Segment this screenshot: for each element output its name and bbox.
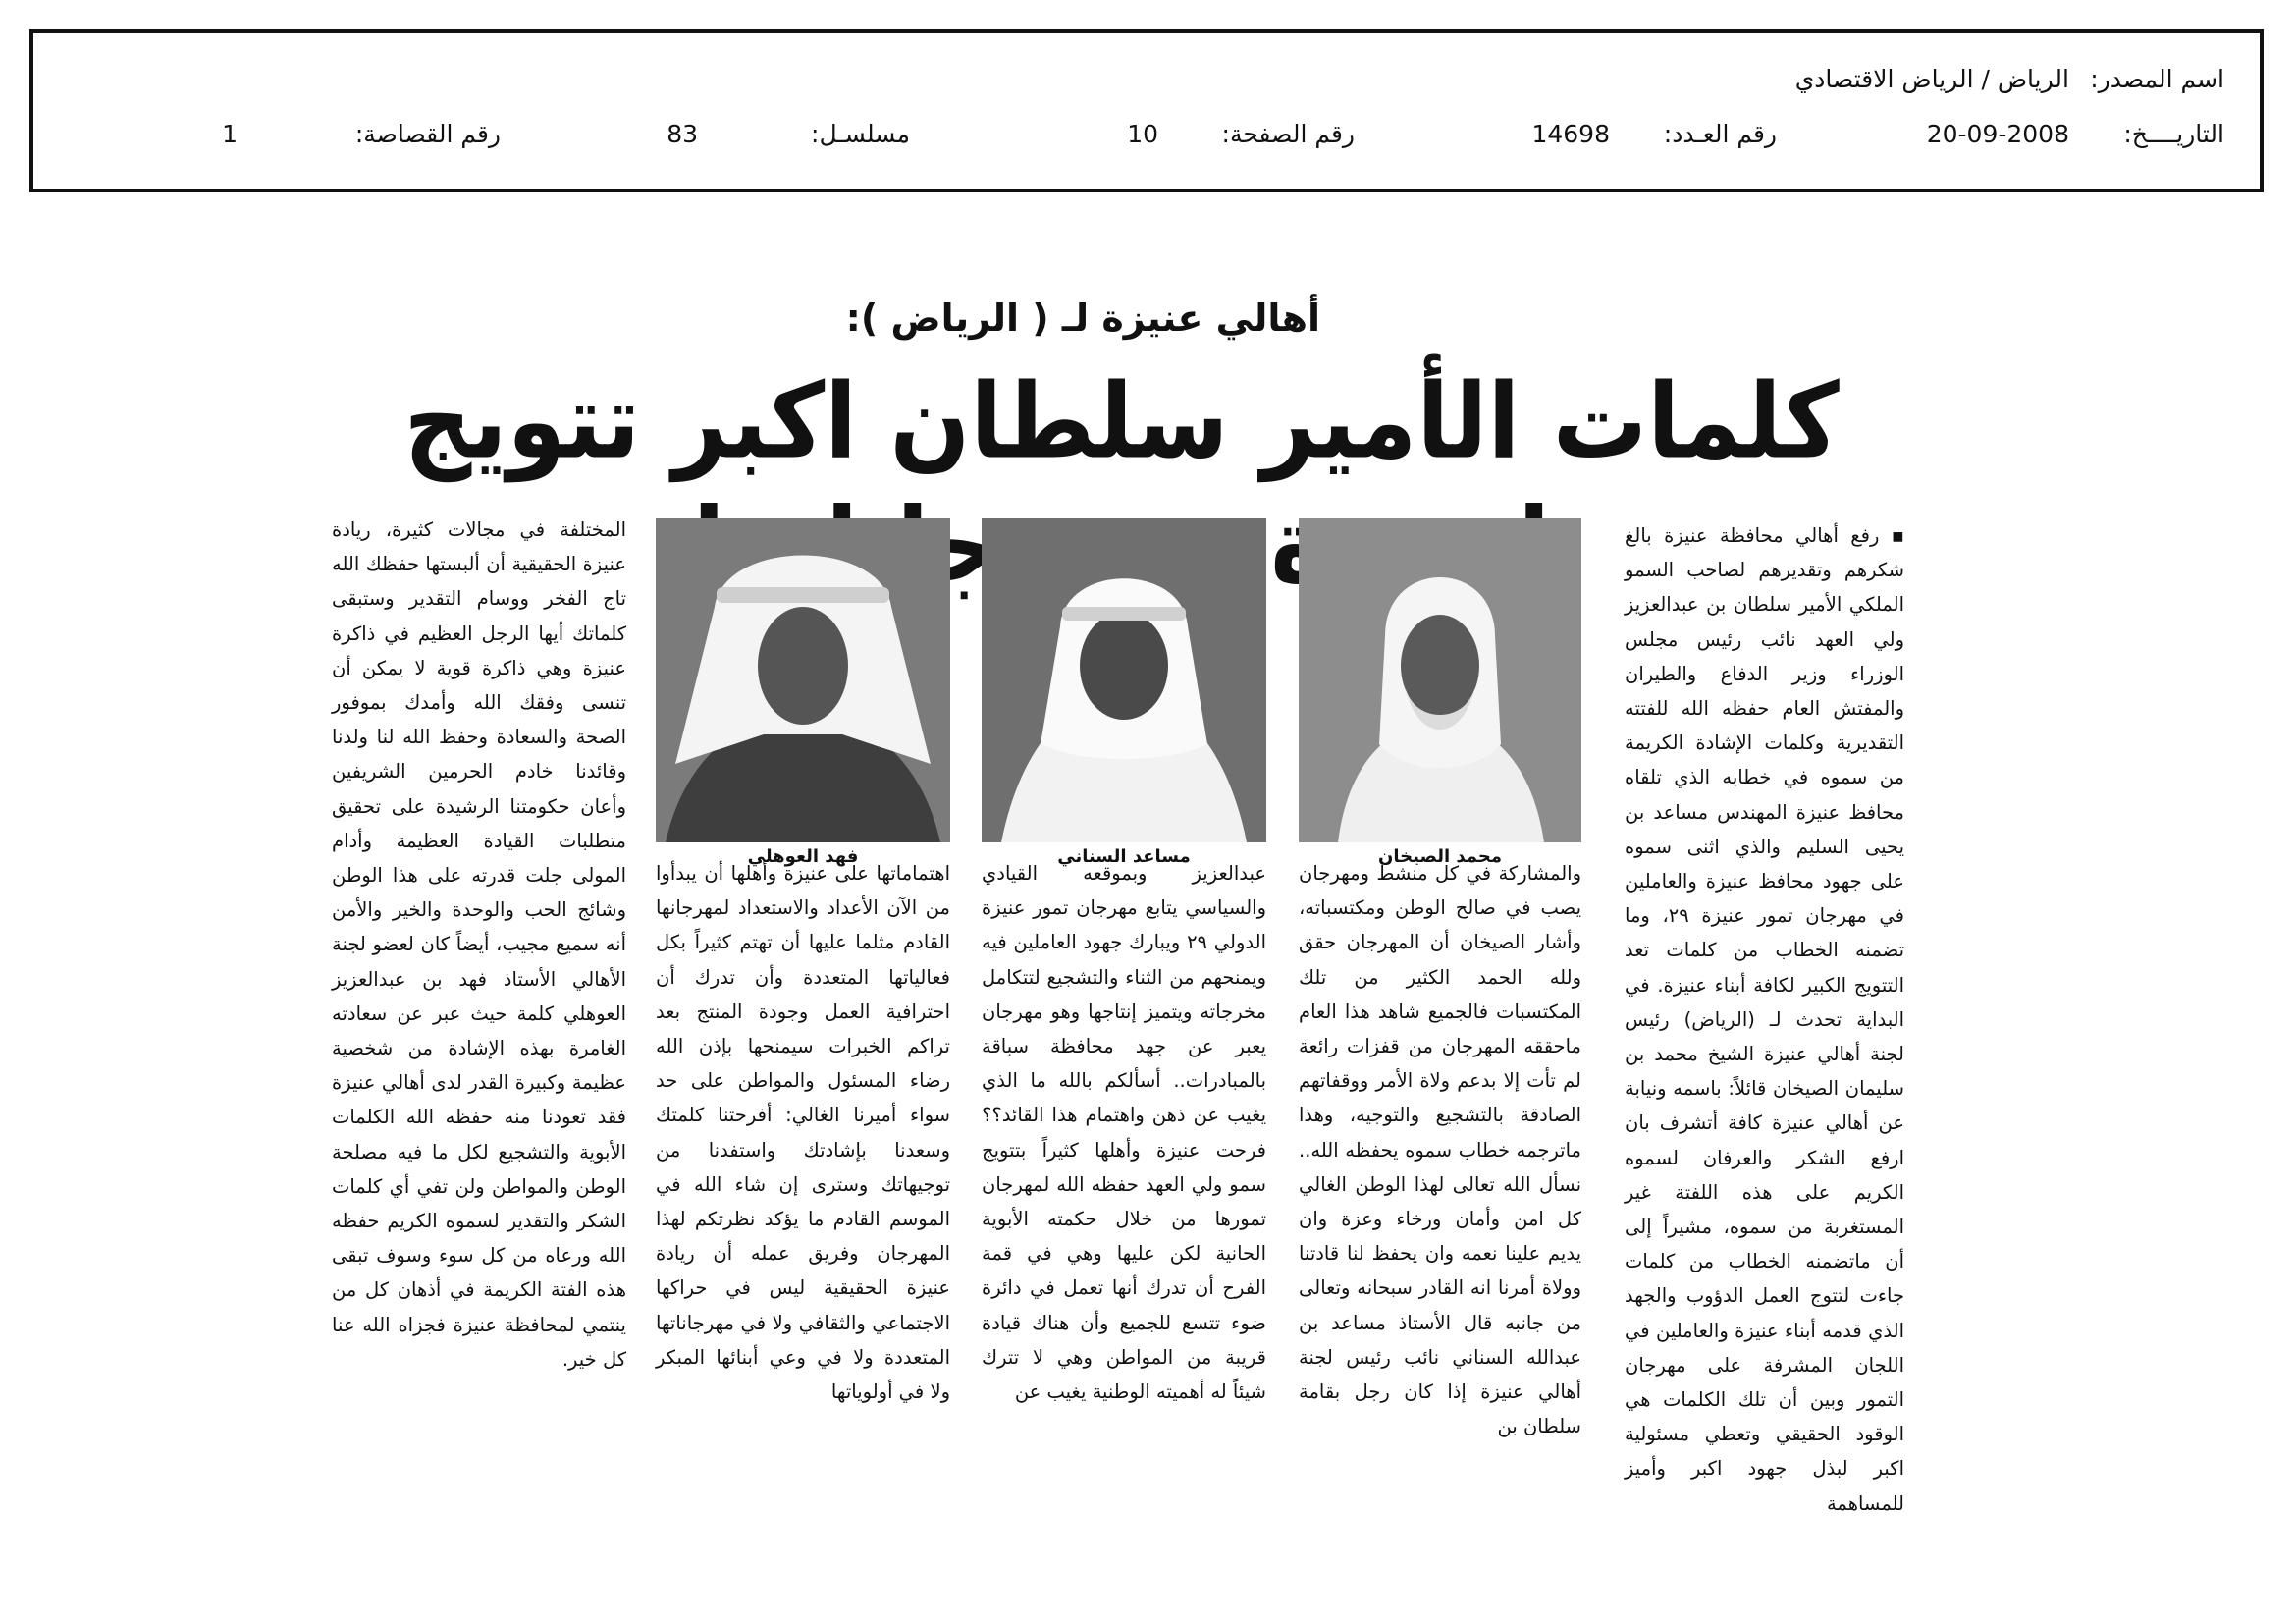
article-column-1 (1625, 518, 1905, 1515)
column-4-text: اهتماماتها على عنيزة وأهلها أن يبدأوا من الآن الأعداد والاستعداد لمهرجانها القادم مثلما عليها أن تهتم كثيراً بكل فعالياتها المتعددة وأن تدرك أن احترافية العمل وجودة المنتج بعد تراكم الخبرات سيمنحها بإذن الله رضاء المسئول والمواطن على حد سواء أميرنا الغالي: أفرحتنا كلمتك وسعدنا بإشادتك واستفدنا من توجيهاتك وسترى إن شاء الله في الموسم القادم ما يؤكد نظرتكم لهذا المهرجان وفريق عمله أن ريادة عنيزة الحقيقية ليس في حراكها الاجتماعي والثقافي ولا في مهرجاناتها المتعددة ولا في وعي أبنائها المبكر ولا في أولوياتها (656, 862, 950, 1404)
clipping-header (29, 29, 2264, 192)
column-2-text: والمشاركة في كل منشط ومهرجان يصب في صالح الوطن ومكتسباته، وأشار الصيخان أن المهرجان حقق ولله الحمد الكثير من تلك المكتسبات فالجميع شاهد هذا العام ماحققه المهرجان من قفزات رائعة لم تأت إلا بدعم ولاة الأمر ووقفاتهم الصادقة بالتشجيع والتوجيه، وهذا ماترجمه خطاب سموه يحفظه الله.. نسأل الله تعالى لهذا الوطن الغالي كل امن وأمان ورخاء وعزة وان يديم علينا نعمه وان يحفظ لنا قادتنا وولاة أمرنا انه القادر سبحانه وتعالى من جانبه قال الأستاذ مساعد بن عبدالله السناني نائب رئيس لجنة أهالي عنيزة إذا كان رجل بقامة سلطان بن (1299, 862, 1581, 1438)
article-column-5 (332, 513, 626, 1441)
source-label: اسم المصدر: (2090, 65, 2224, 93)
article-kicker: أهالي عنيزة لـ ( الرياض ): (845, 297, 1320, 340)
article-column-4 (656, 856, 950, 1441)
page-value: 10 (1127, 120, 1158, 148)
article-column-2 (1299, 856, 1581, 1441)
article-column-3 (982, 856, 1266, 1441)
photo-3-caption: فهد العوهلي (747, 846, 859, 867)
article-headline: كلمات الأمير سلطان اكبر تتويج ومهرجاناتها (403, 360, 1840, 607)
clip-value: 1 (222, 120, 238, 148)
issue-value: 14698 (1531, 120, 1610, 148)
page-label: رقم الصفحة: (1221, 120, 1355, 148)
column-3-text: عبدالعزيز وبموقعه القيادي والسياسي يتابع مهرجان تمور عنيزة الدولي ٢٩ ويبارك جهود العاملين فيه ويمنحهم من الثناء والتشجيع لتتكامل مخرجاته ويتميز إنتاجها وهو مهرجان يعبر عن جهد محافظة سباقة بالمبادرات.. أسألكم بالله ما الذي يغيب عن ذهن واهتمام هذا القائد؟؟ فرحت عنيزة وأهلها كثيراً بتتويج سمو ولي العهد حفظه الله لمهرجان تمورها من خلال حكمته الأبوية الحانية لكن عليها وهي في قمة الفرح أن تدرك أنها تعمل في دائرة ضوء تتسع للجميع وأن هناك قيادة قريبة من المواطن وهي لا تترك شيئاً له أهميته الوطنية يغيب عن (982, 862, 1266, 1404)
clip-label: رقم القصاصة: (354, 120, 501, 148)
portrait-photo-icon (1299, 518, 1581, 842)
column-5-text: المختلفة في مجالات كثيرة، ريادة عنيزة الحقيقية أن ألبستها حفظك الله تاج الفخر ووسام التقدير وستبقى كلماتك أيها الرجل العظيم في ذاكرة عنيزة وهي ذاكرة قوية لا يمكن أن تنسى وفقك الله وأمدك بموفور الصحة والسعادة وحفظ الله لنا ولدنا وقائدنا خادم الحرمين الشريفين وأعان حكومتنا الرشيدة على تحقيق متطلبات القيادة العظيمة وأدام المولى جلت قدرته على هذا الوطن وشائج الحب والوحدة والخير والأمن أنه سميع مجيب، أيضاً كان لعضو لجنة الأهالي الأستاذ فهد بن عبدالعزيز العوهلي كلمة حيث عبر عن سعادته الغامرة بهذه الإشادة من شخصية عظيمة وكبيرة القدر لدى أهالي عنيزة فقد تعودنا منه حفظه الله الكلمات الأبوية والتشجيع لكل ما فيه مصلحة الوطن والمواطن ولن تفي أي كلمات الشكر والتقدير لسموه الكريم حفظه الله ورعاه من كل سوء وسوف تبقى هذه الفتة الكريمة في أذهان كل من ينتمي لمحافظة عنيزة فجزاه الله عنا كل خير. (332, 518, 626, 1371)
column-1-text: ▪ رفع أهالي محافظة عنيزة بالغ شكرهم وتقديرهم لصاحب السمو الملكي الأمير سلطان بن عبدالعزيز ولي العهد نائب رئيس مجلس الوزراء وزير الدفاع والطيران والمفتش العام حفظه الله للفتته التقديرية وكلمات الإشادة الكريمة من سموه في خطابه الذي تلقاه محافظ عنيزة المهندس مساعد بن يحيى السليم والذي اثنى سموه على جهود محافظ عنيزة والعاملين في مهرجان تمور عنيزة ٢٩، وما تضمنه الخطاب من كلمات تعد التتويج الكبير لكافة أبناء عنيزة. في البداية تحدث لـ (الرياض) رئيس لجنة أهالي عنيزة الشيخ محمد بن سليمان الصيخان قائلاً: باسمه ونيابة عن أهالي عنيزة كافة أتشرف بان ارفع الشكر والعرفان لسموه الكريم على هذه اللفتة غير المستغربة من سموه، مشيراً إلى أن ماتضمنه الخطاب من كلمات جاءت لتتوج العمل الدؤوب والجهد الذي قدمه أبناء عنيزة والعاملين في اللجان المشرفة على مهرجان التمور وبين أن تلك الكلمات هي الوقود الحقيقي وتعطي مسئولية اكبر لبذل جهود اكبر وأميز للمساهمة (1625, 524, 1905, 1515)
portrait-photo-icon (982, 518, 1266, 842)
serial-value: 83 (667, 120, 698, 148)
photo-2-caption: مساعد السناني (1057, 846, 1191, 867)
date-label: التاريــــخ: (2123, 120, 2224, 148)
portrait-photo-icon (656, 518, 950, 842)
date-value: 20-09-2008 (1926, 120, 2069, 148)
photo-1-caption: محمد الصيخان (1378, 846, 1502, 867)
source-value: الرياض / الرياض الاقتصادي (1794, 65, 2069, 93)
photo-1 (1299, 518, 1581, 842)
serial-label: مسلسـل: (811, 120, 910, 148)
issue-label: رقم العـدد: (1663, 120, 1777, 148)
photo-3 (656, 518, 950, 842)
photo-2 (982, 518, 1266, 842)
